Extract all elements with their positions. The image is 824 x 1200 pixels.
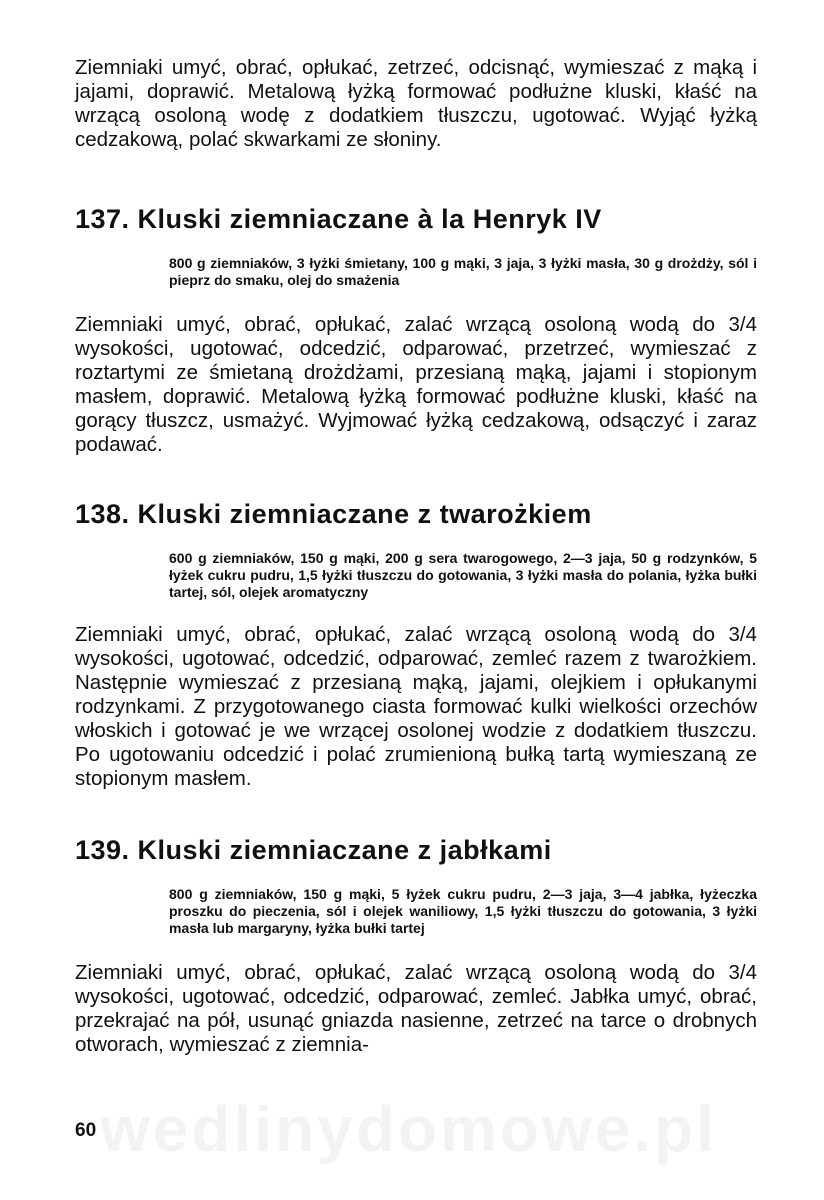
page-number: 60 — [75, 1120, 97, 1141]
recipe-instructions-139: Ziemniaki umyć, obrać, opłukać, zalać wrzącą osoloną wodą do 3/4 wysokości, ugotować, odcedzić, odparować, zemleć. Jabłka umyć, obrać, przekrajać na pół, usunąć gniazda nasienne, zetrzeć na tarce o drobnych otworach, wymieszać z ziemnia- — [75, 961, 757, 1056]
book-page — [75, 56, 757, 1057]
recipe-title-138: 138. Kluski ziemniaczane z twarożkiem — [75, 499, 592, 529]
recipe-title-137: 137. Kluski ziemniaczane à la Henryk IV — [75, 204, 602, 234]
recipe-ingredients-139: 800 g ziemniaków, 150 g mąki, 5 łyżek cukru pudru, 2—3 jaja, 3—4 jabłka, łyżeczka proszku do pieczenia, sól i olejek waniliowy, 1,5 łyżki tłuszczu do gotowania, 3 łyżki masła lub margaryny, łyżka bułki tartej — [169, 886, 757, 936]
recipe-instructions-137: Ziemniaki umyć, obrać, opłukać, zalać wrzącą osoloną wodą do 3/4 wysokości, ugotować, odcedzić, odparować, przetrzeć, wymieszać z roztartymi ze śmietaną drożdżami, przesianą mąką, jajami i stopionym masłem, doprawić. Metalową łyżką formować podłużne kluski, kłaść na gorący tłuszcz, usmażyć. Wyjmować łyżką cedzakową, odsączyć i zaraz podawać. — [75, 313, 757, 456]
intro-paragraph: Ziemniaki umyć, obrać, opłukać, zetrzeć, odcisnąć, wymieszać z mąką i jajami, doprawić. Metalową łyżką formować podłużne kluski, kłaść na wrzącą osoloną wodę z dodatkiem tłuszczu, ugotować. Wyjąć łyżką cedzakową, polać skwarkami ze słoniny. — [75, 56, 757, 151]
recipe-title-139: 139. Kluski ziemniaczane z jabłkami — [75, 835, 552, 865]
recipe-instructions-138: Ziemniaki umyć, obrać, opłukać, zalać wrzącą osoloną wodą do 3/4 wysokości, ugotować, odcedzić, odparować, zemleć razem z twarożkiem. Następnie wymieszać z przesianą mąką, jajami, olejkiem i opłukanymi rodzynkami. Z przygotowanego ciasta formować kulki wielkości orzechów włoskich i gotować je we wrzącej osolonej wodzie z dodatkiem tłuszczu. Po ugotowaniu odcedzić i polać zrumienioną bułką tartą wymieszaną ze stopionym masłem. — [75, 623, 757, 790]
recipe-ingredients-137: 800 g ziemniaków, 3 łyżki śmietany, 100 g mąki, 3 jaja, 3 łyżki masła, 30 g drożdży, sól i pieprz do smaku, olej do smażenia — [169, 255, 757, 288]
recipe-ingredients-138: 600 g ziemniaków, 150 g mąki, 200 g sera twarogowego, 2—3 jaja, 50 g rodzynków, 5 łyżek cukru pudru, 1,5 łyżki tłuszczu do gotowania, 3 łyżki masła do polania, łyżka bułki tartej, sól, olejek aromatyczny — [169, 550, 757, 600]
watermark-text: wedlinydomowe.pl — [100, 1093, 717, 1165]
